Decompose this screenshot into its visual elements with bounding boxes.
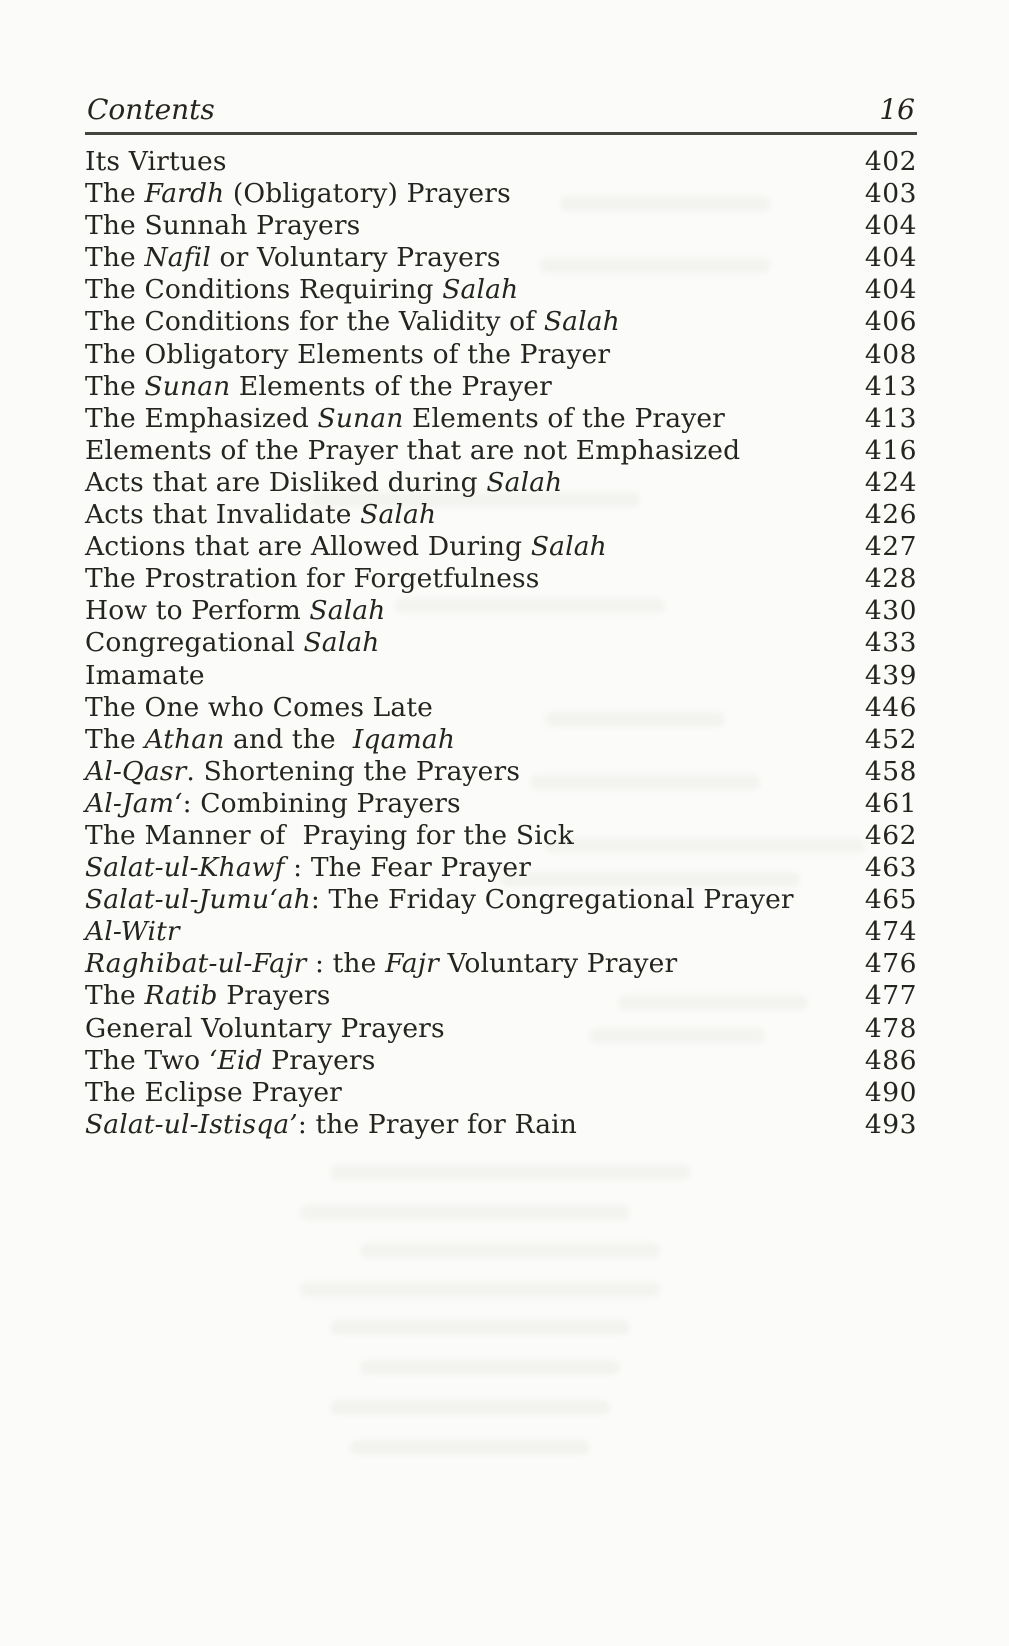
toc-entry-title: The Conditions Requiring Salah bbox=[85, 274, 519, 306]
toc-entry-page-number: 474 bbox=[864, 916, 917, 948]
toc-entry-title: Imamate bbox=[85, 659, 205, 691]
toc-entry bbox=[85, 724, 917, 756]
toc-entry-title: The Ratib Prayers bbox=[85, 980, 331, 1012]
toc-entry-title: Congregational Salah bbox=[85, 627, 380, 659]
toc-entry-title: The Emphasized Sunan Elements of the Prayer bbox=[85, 402, 725, 434]
toc-entry bbox=[85, 916, 917, 948]
toc-entry bbox=[85, 852, 917, 884]
toc-entry-title: The Eclipse Prayer bbox=[85, 1076, 342, 1108]
toc-entry-page-number: 424 bbox=[864, 466, 917, 498]
toc-entry-title: Acts that Invalidate Salah bbox=[85, 499, 437, 531]
toc-entry-page-number: 476 bbox=[864, 948, 917, 980]
toc-entry bbox=[85, 692, 917, 724]
toc-entry bbox=[85, 1077, 917, 1109]
bleed-through-artifact bbox=[360, 1243, 660, 1258]
toc-entry-page-number: 406 bbox=[864, 306, 917, 338]
toc-entry-title: Salat-ul-Khawf : The Fear Prayer bbox=[85, 852, 532, 884]
bleed-through-artifact bbox=[330, 1400, 610, 1415]
toc-entry-page-number: 462 bbox=[864, 819, 917, 851]
toc-entry bbox=[85, 146, 917, 178]
toc-entry-page-number: 463 bbox=[864, 852, 917, 884]
toc-entry-title: Elements of the Prayer that are not Emphasized bbox=[85, 434, 741, 466]
toc-entry bbox=[85, 467, 917, 499]
toc-entry-page-number: 404 bbox=[864, 210, 917, 242]
toc-entry bbox=[85, 531, 917, 563]
toc-entry bbox=[85, 1045, 917, 1077]
toc-entry-page-number: 433 bbox=[864, 627, 917, 659]
bleed-through-artifact bbox=[300, 1205, 630, 1220]
toc-entry bbox=[85, 660, 917, 692]
toc-entry-title: The Nafil or Voluntary Prayers bbox=[85, 242, 501, 274]
toc-entry bbox=[85, 274, 917, 306]
bleed-through-artifact bbox=[350, 1440, 590, 1455]
toc-entry bbox=[85, 980, 917, 1012]
toc-entry-page-number: 408 bbox=[864, 338, 917, 370]
toc-entry bbox=[85, 210, 917, 242]
toc-entry-page-number: 430 bbox=[864, 595, 917, 627]
toc-entry-page-number: 426 bbox=[864, 499, 917, 531]
toc-entry-page-number: 478 bbox=[864, 1012, 917, 1044]
toc-entry bbox=[85, 306, 917, 338]
toc-entry-page-number: 461 bbox=[864, 787, 917, 819]
toc-entry-page-number: 427 bbox=[864, 531, 917, 563]
toc-entry-page-number: 452 bbox=[864, 723, 917, 755]
toc-entry-page-number: 446 bbox=[864, 691, 917, 723]
toc-entry bbox=[85, 627, 917, 659]
running-header bbox=[85, 94, 917, 135]
toc-entry bbox=[85, 339, 917, 371]
toc-entry-title: The Manner of Praying for the Sick bbox=[85, 819, 574, 851]
toc-entry-title: How to Perform Salah bbox=[85, 595, 386, 627]
toc-entry-page-number: 439 bbox=[864, 659, 917, 691]
toc-entry-page-number: 477 bbox=[864, 980, 917, 1012]
toc-entry bbox=[85, 756, 917, 788]
bleed-through-artifact bbox=[360, 1360, 620, 1375]
toc-entry bbox=[85, 371, 917, 403]
toc-entry-title: The Conditions for the Validity of Salah bbox=[85, 306, 620, 338]
bleed-through-artifact bbox=[300, 1282, 660, 1297]
toc-entry-page-number: 416 bbox=[864, 434, 917, 466]
toc-entry bbox=[85, 788, 917, 820]
toc-entry bbox=[85, 178, 917, 210]
toc-list bbox=[85, 146, 917, 1141]
toc-entry-title: The Sunan Elements of the Prayer bbox=[85, 370, 552, 402]
toc-entry-title: Al-Witr bbox=[85, 916, 180, 948]
toc-entry-title: The Sunnah Prayers bbox=[85, 210, 361, 242]
running-header-page-number: 16 bbox=[879, 93, 915, 126]
toc-entry-title: Salat-ul-Jumu‘ah: The Friday Congregational Prayer bbox=[85, 884, 794, 916]
toc-entry bbox=[85, 884, 917, 916]
toc-entry-title: The Athan and the Iqamah bbox=[85, 723, 456, 755]
toc-entry-page-number: 402 bbox=[864, 146, 917, 177]
toc-entry bbox=[85, 499, 917, 531]
bleed-through-artifact bbox=[330, 1320, 630, 1335]
toc-entry-title: The One who Comes Late bbox=[85, 691, 433, 723]
running-header-title: Contents bbox=[87, 93, 215, 126]
toc-entry bbox=[85, 820, 917, 852]
toc-entry bbox=[85, 403, 917, 435]
toc-entry bbox=[85, 948, 917, 980]
toc-entry-title: The Fardh (Obligatory) Prayers bbox=[85, 178, 511, 210]
toc-entry bbox=[85, 563, 917, 595]
toc-entry-title: Al-Jam‘: Combining Prayers bbox=[85, 787, 461, 819]
toc-entry-page-number: 486 bbox=[864, 1044, 917, 1076]
toc-entry-page-number: 413 bbox=[864, 370, 917, 402]
toc-entry bbox=[85, 595, 917, 627]
bleed-through-artifact bbox=[330, 1165, 690, 1180]
toc-entry-page-number: 413 bbox=[864, 402, 917, 434]
toc-entry-title: The Two ‘Eid Prayers bbox=[85, 1044, 376, 1076]
toc-entry bbox=[85, 1109, 917, 1141]
toc-entry-page-number: 490 bbox=[864, 1076, 917, 1108]
toc-entry bbox=[85, 242, 917, 274]
toc-entry bbox=[85, 435, 917, 467]
toc-entry-title: Its Virtues bbox=[85, 146, 227, 177]
toc-entry-title: Raghibat-ul-Fajr : the Fajr Voluntary Prayer bbox=[85, 948, 678, 980]
toc-entry-page-number: 404 bbox=[864, 242, 917, 274]
toc-entry-page-number: 465 bbox=[864, 884, 917, 916]
toc-entry-title: General Voluntary Prayers bbox=[85, 1012, 445, 1044]
toc-entry-title: Salat-ul-Istisqa’: the Prayer for Rain bbox=[85, 1108, 577, 1140]
toc-entry-title: Acts that are Disliked during Salah bbox=[85, 466, 563, 498]
toc-entry-title: The Obligatory Elements of the Prayer bbox=[85, 338, 611, 370]
toc-entry-title: Actions that are Allowed During Salah bbox=[85, 531, 607, 563]
toc-entry-page-number: 458 bbox=[864, 755, 917, 787]
toc-entry-page-number: 404 bbox=[864, 274, 917, 306]
toc-entry-title: The Prostration for Forgetfulness bbox=[85, 563, 540, 595]
toc-entry-title: Al-Qasr. Shortening the Prayers bbox=[85, 755, 521, 787]
toc-entry-page-number: 428 bbox=[864, 563, 917, 595]
page-content bbox=[85, 94, 917, 1141]
toc-entry-page-number: 403 bbox=[864, 178, 917, 210]
toc-entry-page-number: 493 bbox=[864, 1108, 917, 1140]
toc-entry bbox=[85, 1013, 917, 1045]
